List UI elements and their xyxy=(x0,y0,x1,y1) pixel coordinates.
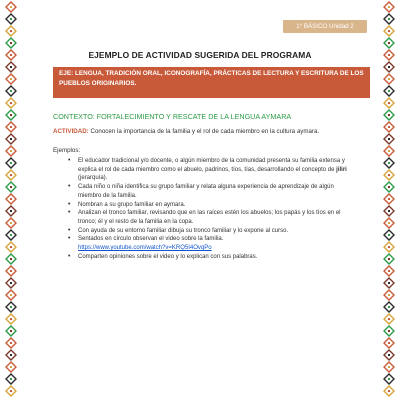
list-item: • Cada niño o niña identifica su grupo familiar y relata alguna experiencia de aprendizaje de algún miembro de la familia. xyxy=(68,183,358,200)
activity-label: ACTIVIDAD: xyxy=(53,128,89,135)
unit-label: Unidad 2 xyxy=(328,23,354,30)
examples-list xyxy=(68,157,358,261)
item1-pre: El educador tradicional y/o docente, o algún miembro de la comunidad presenta su familia extensa y explica el rol de cada miembro como el abuelo, padrinos, tíos, tías, desarrollando el concepto de xyxy=(78,158,345,173)
unit-tab xyxy=(283,20,367,33)
item6-text: Sentados en círculo observan el video sobre la familia. xyxy=(78,236,224,243)
list-item xyxy=(68,157,358,183)
list-item: • Comparten opiniones sobre el video y lo explican con sus palabras. xyxy=(68,253,358,262)
item1-bold: jiliri xyxy=(336,166,347,173)
page-title: EJEMPLO DE ACTIVIDAD SUGERIDA DEL PROGRAMA xyxy=(88,50,312,60)
activity-text: Conocen la importancia de la familia y el rol de cada miembro en la cultura aymara. xyxy=(88,128,320,135)
list-item: • Nombran a su grupo familiar en aymara. xyxy=(68,201,358,210)
unit-grade: 1° BÁSICO xyxy=(296,23,328,30)
video-link[interactable]: https://www.youtube.com/watch?v=KRQ5I4OvqPo xyxy=(78,245,212,252)
decorative-border-right xyxy=(382,0,396,400)
examples-label: Ejemplos: xyxy=(53,147,81,154)
list-item: • Analizan el tronco familiar, revisando que en las raíces estén los abuelos; los papás y los tíos en el tronco; él y el resto de la familia en la copa. xyxy=(68,209,358,226)
item1-post: (jerarquía). xyxy=(78,175,108,182)
list-item: • Con ayuda de su entorno familiar dibuja su tronco familiar y lo expone al curso. xyxy=(68,227,358,236)
context-heading: CONTEXTO: FORTALECIMIENTO Y RESCATE DE LA LENGUA AYMARA xyxy=(53,112,292,121)
decorative-border-left xyxy=(4,0,18,400)
eje-banner: EJE: LENGUA, TRADICIÓN ORAL, ICONOGRAFÍA, PRÁCTICAS DE LECTURA Y ESCRITURA DE LOS PUEBLOS ORIGINARIOS. xyxy=(53,67,370,98)
list-item xyxy=(68,235,358,252)
activity-description xyxy=(53,128,370,135)
